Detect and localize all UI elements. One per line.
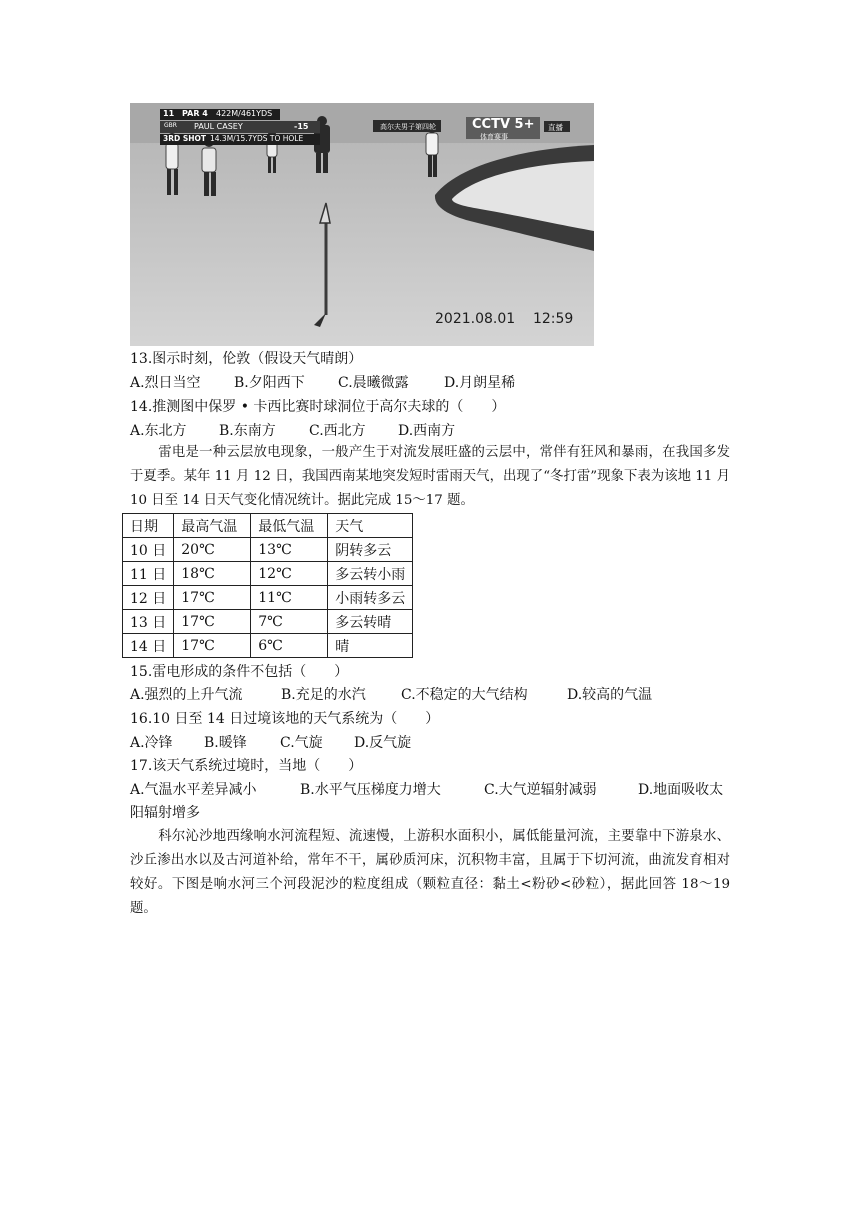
table-row xyxy=(123,586,413,610)
q15-option-d[interactable]: D.较高的气温 xyxy=(567,687,653,703)
q16-stem: 16.10 日至 14 日过境该地的天气系统为（ ） xyxy=(130,711,440,727)
q17-stem: 17.该天气系统过境时，当地（ ） xyxy=(130,758,363,774)
channel-subtitle: 体育赛事 xyxy=(480,133,508,141)
hud-shot: 3RD SHOT xyxy=(163,134,207,143)
cell-min-temp: 6℃ xyxy=(251,634,328,658)
q15-option-b[interactable]: B.充足的水汽 xyxy=(281,687,366,703)
header-max-temp: 最高气温 xyxy=(174,514,251,538)
q14-option-d[interactable]: D.西南方 xyxy=(398,423,456,439)
q14-option-c[interactable]: C.西北方 xyxy=(309,423,366,439)
golf-broadcast-photo xyxy=(130,103,594,346)
passage-thunder-text: 雷电是一种云层放电现象，一般产生于对流发展旺盛的云层中，常伴有狂风和暴雨，在我国多发于夏季。某年 11 月 12 日，我国西南某地突发短时雷雨天气，出现了“冬打雷”现象下表为该地 11 月 10 日至 14 日天气变化情况统计。据此完成 15～17 题。 xyxy=(130,445,730,508)
q13-option-b[interactable]: B.夕阳西下 xyxy=(234,375,305,391)
cell-min-temp: 13℃ xyxy=(251,538,328,562)
q16-option-d[interactable]: D.反气旋 xyxy=(354,735,412,751)
hud-score: -15 xyxy=(294,122,309,131)
header-min-temp: 最低气温 xyxy=(251,514,328,538)
q13-option-d[interactable]: D.月朗星稀 xyxy=(444,375,516,391)
q13-stem: 13.图示时刻，伦敦（假设天气晴朗） xyxy=(130,351,363,367)
hud-par: PAR 4 xyxy=(182,109,208,118)
header-weather: 天气 xyxy=(328,514,413,538)
q17-options xyxy=(130,780,723,800)
cell-min-temp: 12℃ xyxy=(251,562,328,586)
cell-min-temp: 11℃ xyxy=(251,586,328,610)
q13-option-c[interactable]: C.晨曦微露 xyxy=(338,375,409,391)
cell-weather: 多云转小雨 xyxy=(328,562,413,586)
cell-min-temp: 7℃ xyxy=(251,610,328,634)
cell-weather: 阴转多云 xyxy=(328,538,413,562)
q17-option-a[interactable]: A.气温水平差异减小 xyxy=(130,782,257,798)
cell-max-temp: 17℃ xyxy=(174,634,251,658)
table-row xyxy=(123,610,413,634)
cell-date: 12 日 xyxy=(123,586,174,610)
passage-river-text: 科尔沁沙地西缘响水河流程短、流速慢，上游积水面积小，属低能量河流，主要靠中下游泉水、沙丘渗出水以及古河道补给，常年不干，属砂质河床，沉积物丰富，且属于下切河流，曲流发育相对较好。下图是响水河三个河段泥沙的粒度组成（颗粒直径：黏土<粉砂<砂粒），据此回答 18～19 题。 xyxy=(130,829,730,916)
q16-options xyxy=(130,733,411,753)
q14-option-b[interactable]: B.东南方 xyxy=(219,423,276,439)
cell-weather: 晴 xyxy=(328,634,413,658)
hud-hole-number: 11 xyxy=(163,109,175,118)
cell-date: 11 日 xyxy=(123,562,174,586)
cell-max-temp: 18℃ xyxy=(174,562,251,586)
cell-weather: 多云转晴 xyxy=(328,610,413,634)
q14-options xyxy=(130,421,455,441)
passage-river xyxy=(130,825,730,921)
cell-date: 10 日 xyxy=(123,538,174,562)
weather-table xyxy=(122,513,413,658)
q17-option-b[interactable]: B.水平气压梯度力增大 xyxy=(300,782,441,798)
q16-option-c[interactable]: C.气旋 xyxy=(280,735,323,751)
q16-option-a[interactable]: A.冷锋 xyxy=(130,735,173,751)
hud-flag: GBR xyxy=(164,122,177,129)
cell-max-temp: 17℃ xyxy=(174,586,251,610)
q15-stem: 15.雷电形成的条件不包括（ ） xyxy=(130,664,349,680)
hud-player-name: PAUL CASEY xyxy=(194,122,243,131)
cell-max-temp: 20℃ xyxy=(174,538,251,562)
header-date: 日期 xyxy=(123,514,174,538)
cctv-logo: CCTV 5+ xyxy=(472,117,535,132)
q14-option-a[interactable]: A.东北方 xyxy=(130,423,187,439)
cell-weather: 小雨转多云 xyxy=(328,586,413,610)
q15-options xyxy=(130,685,652,705)
broadcast-banner: 高尔夫男子第四轮 xyxy=(380,123,436,131)
photo-timestamp: 2021.08.01 12:59 xyxy=(435,311,574,327)
hud-distance: 422M/461YDS xyxy=(216,109,273,118)
q13-option-a[interactable]: A.烈日当空 xyxy=(130,375,201,391)
table-row xyxy=(123,562,413,586)
live-badge: 直播 xyxy=(548,123,563,132)
cell-date: 14 日 xyxy=(123,634,174,658)
q15-option-c[interactable]: C.不稳定的大气结构 xyxy=(401,687,528,703)
q14-stem: 14.推测图中保罗 • 卡西比赛时球洞位于高尔夫球的（ ） xyxy=(130,399,506,415)
q15-option-a[interactable]: A.强烈的上升气流 xyxy=(130,687,243,703)
q16-option-b[interactable]: B.暖锋 xyxy=(204,735,247,751)
table-header-row xyxy=(123,514,413,538)
q17-option-c[interactable]: C.大气逆辐射减弱 xyxy=(484,782,597,798)
q13-options xyxy=(130,373,515,393)
passage-thunder xyxy=(130,441,730,513)
cell-date: 13 日 xyxy=(123,610,174,634)
q17-option-d[interactable]: D.地面吸收太 xyxy=(638,782,724,798)
cell-max-temp: 17℃ xyxy=(174,610,251,634)
table-row xyxy=(123,634,413,658)
table-row xyxy=(123,538,413,562)
hud-to-hole: 14.3M/15.7YDS TO HOLE xyxy=(210,134,304,143)
q17-option-d-continuation: 阳辐射增多 xyxy=(130,805,200,821)
